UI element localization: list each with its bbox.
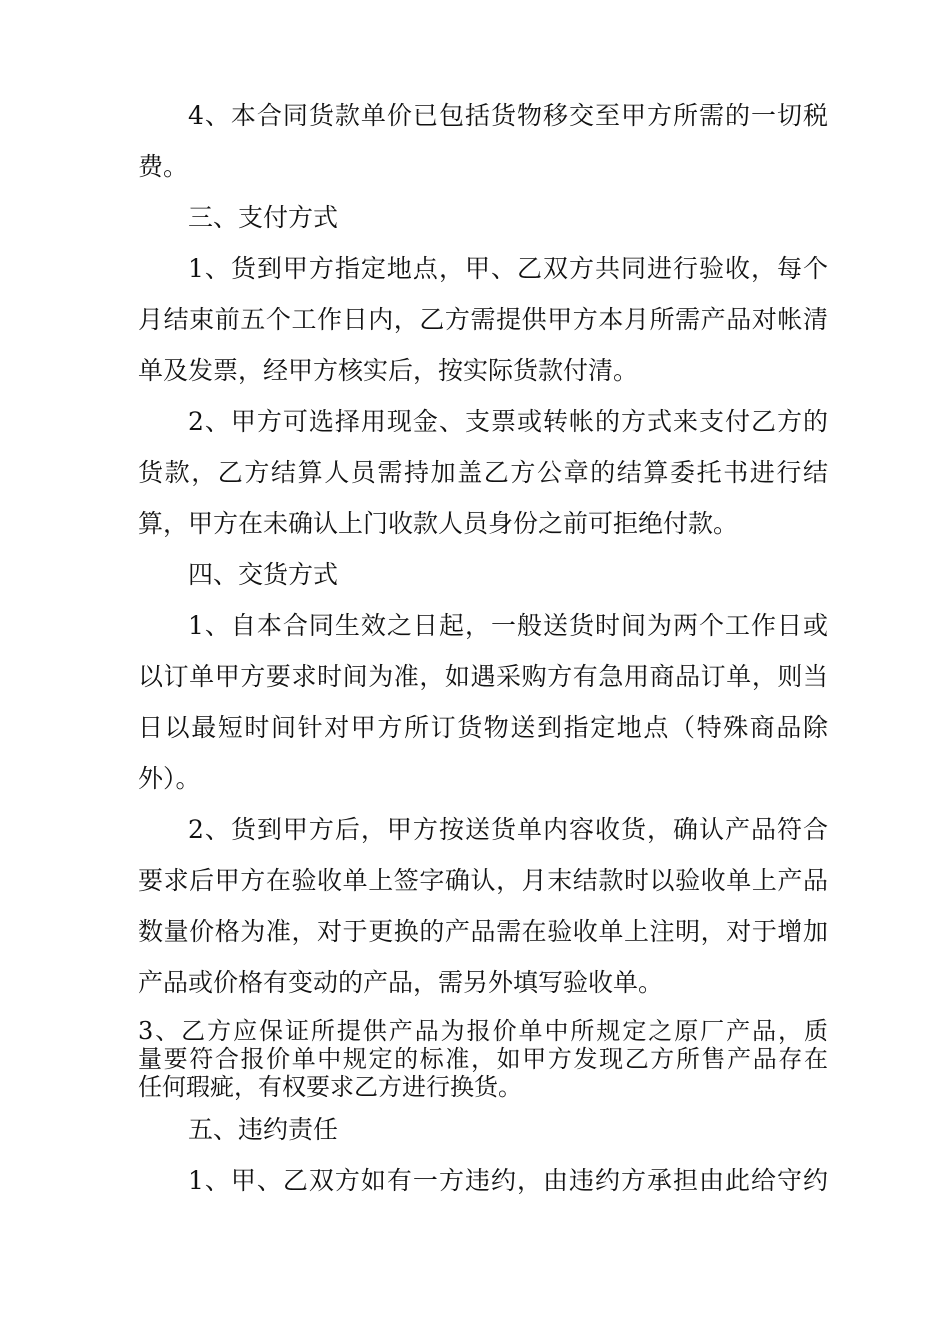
paragraph-line: 1、自本合同生效之日起，一般送货时间为两个工作日或: [188, 611, 828, 640]
paragraph-line: 费。: [138, 152, 189, 181]
paragraph-line: 外）。: [138, 764, 201, 793]
section-heading-delivery: 四、交货方式: [188, 560, 339, 589]
section-heading-breach: 五、违约责任: [188, 1115, 339, 1144]
section-heading-payment: 三、支付方式: [188, 203, 339, 232]
paragraph-line: 算，甲方在未确认上门收款人员身份之前可拒绝付款。: [138, 509, 739, 538]
paragraph-line: 1、货到甲方指定地点，甲、乙双方共同进行验收，每个: [188, 254, 828, 283]
paragraph-line: 2、货到甲方后，甲方按送货单内容收货，确认产品符合: [188, 815, 828, 844]
paragraph-line: 产品或价格有变动的产品，需另外填写验收单。: [138, 968, 664, 997]
paragraph-line: 3、乙方应保证所提供产品为报价单中所规定之原厂产品，质: [138, 1017, 828, 1045]
paragraph-line: 2、甲方可选择用现金、支票或转帐的方式来支付乙方的: [188, 407, 828, 436]
paragraph-line: 数量价格为准，对于更换的产品需在验收单上注明，对于增加: [138, 917, 828, 946]
paragraph-line: 4、本合同货款单价已包括货物移交至甲方所需的一切税: [188, 101, 828, 130]
paragraph-line: 任何瑕疵，有权要求乙方进行换货。: [138, 1073, 522, 1101]
paragraph-line: 日以最短时间针对甲方所订货物送到指定地点（特殊商品除: [138, 713, 828, 742]
paragraph-line: 1、甲、乙双方如有一方违约，由违约方承担由此给守约: [188, 1166, 828, 1195]
paragraph-line: 量要符合报价单中规定的标准，如甲方发现乙方所售产品存在: [138, 1045, 828, 1073]
paragraph-line: 单及发票，经甲方核实后，按实际货款付清。: [138, 356, 639, 385]
paragraph-line: 要求后甲方在验收单上签字确认，月末结款时以验收单上产品: [138, 866, 828, 895]
paragraph-line: 货款，乙方结算人员需持加盖乙方公章的结算委托书进行结: [138, 458, 828, 487]
paragraph-line: 以订单甲方要求时间为准，如遇采购方有急用商品订单，则当: [138, 662, 828, 691]
paragraph-line: 月结束前五个工作日内，乙方需提供甲方本月所需产品对帐清: [138, 305, 828, 334]
